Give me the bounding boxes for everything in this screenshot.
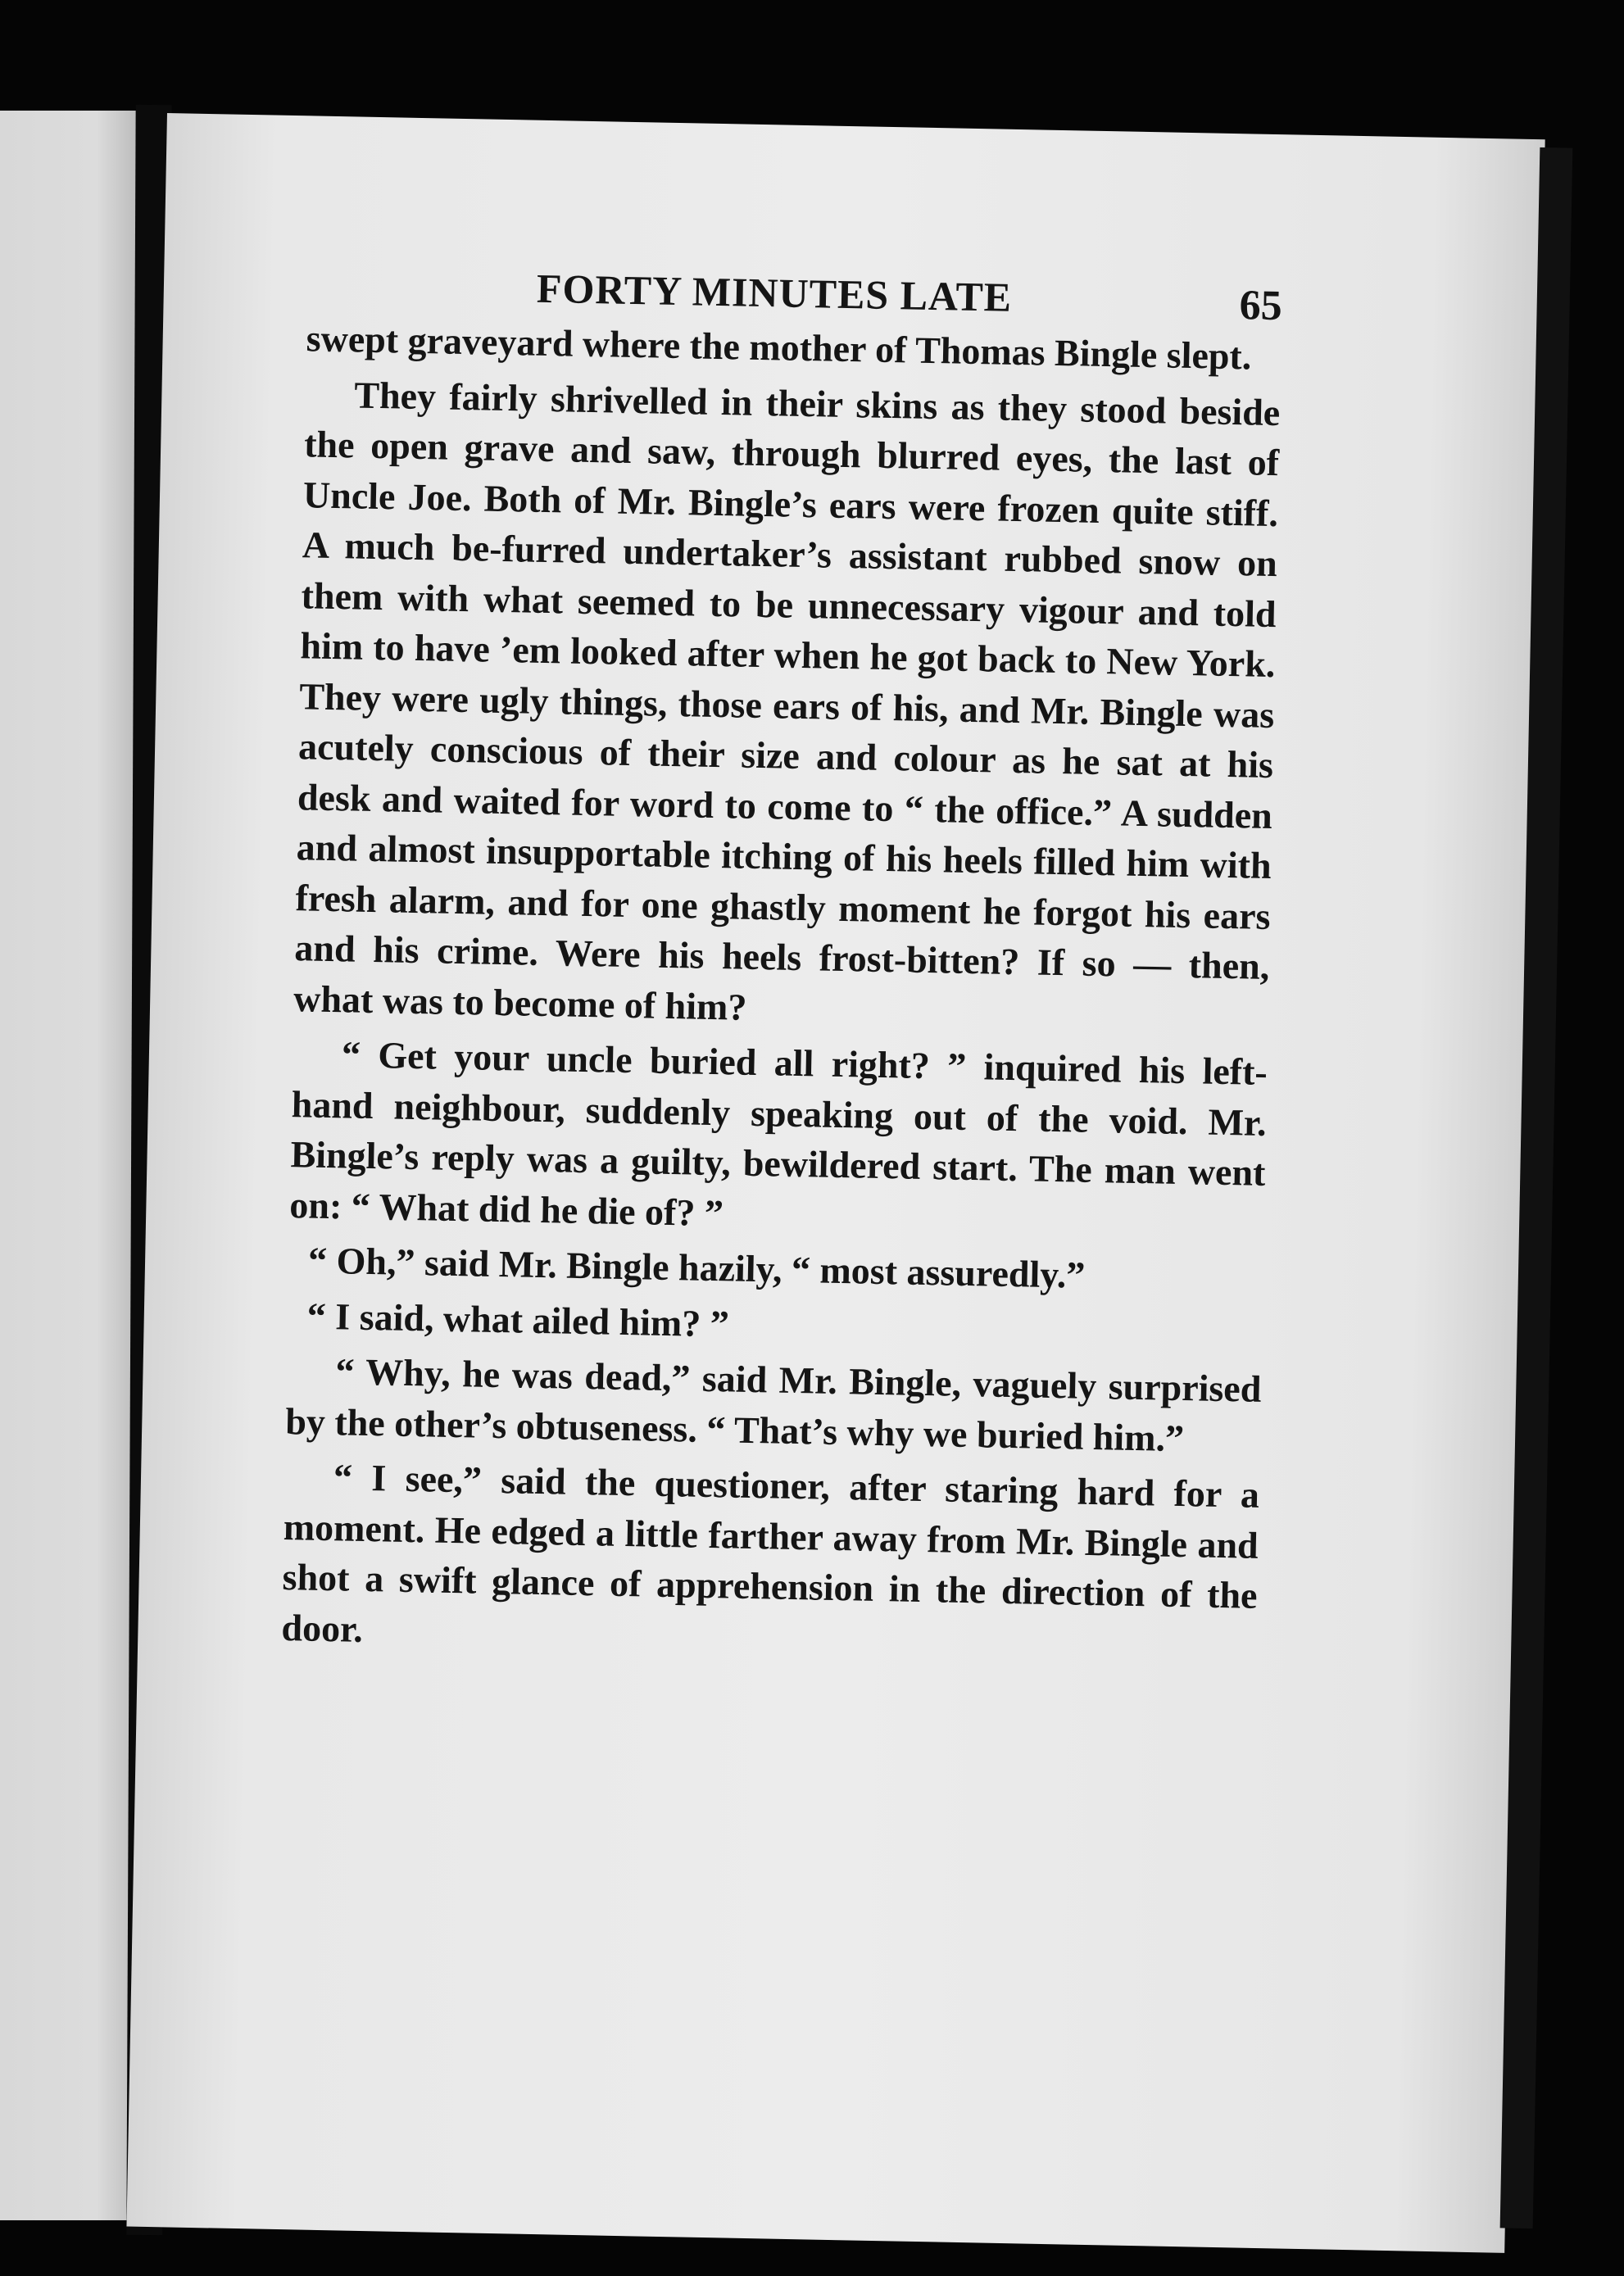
book-page <box>126 113 1545 2253</box>
paragraph: “ I said, what ailed him? ” <box>306 1294 730 1344</box>
paragraph: “ Get your uncle buried all right? ” inquired his left-hand neighbour, suddenly speaking out of the void. Mr. Bingle’s reply was a guilty, bewildered start. The man went on: “ What did he die of? ” <box>288 1033 1268 1234</box>
running-title: FORTY MINUTES LATE <box>536 265 1013 320</box>
page-text-block <box>281 259 1283 1676</box>
paragraph: swept graveyard where the mother of Thomas Bingle slept. <box>306 317 1252 378</box>
facing-page-edge <box>0 111 138 2220</box>
paragraph: “ I see,” said the questioner, after staring hard for a moment. He edged a little farther away from Mr. Bingle and shot a swift glance of apprehension in the direction of the door. <box>281 1456 1260 1650</box>
paragraph: “ Why, he was dead,” said Mr. Bingle, vaguely surprised by the other’s obtuseness. “ That’s why we buried him.” <box>284 1350 1262 1459</box>
page-number: 65 <box>1239 282 1283 330</box>
paragraph: “ Oh,” said Mr. Bingle hazily, “ most assuredly.” <box>307 1239 1086 1296</box>
paragraph: They fairly shrivelled in their skins as they stood beside the open grave and saw, through blurred eyes, the last of Uncle Joe. Both of Mr. Bingle’s ears were frozen quite stiff. A much be-furred undertaker’s assistant rubbed snow on them with what seemed to be unnecessary vigour and told him to have ’em looked after when he got back to New York. They were ugly things, those ears of his, and Mr. Bingle was acutely conscious of their size and colour as he sat at his desk and waited for word to come to “ the office.” A sudden and almost insupportable itching of his heels filled him with fresh alarm, and for one ghastly moment he forgot his ears and his crime. Were his heels frost-bitten? If so — then, what was to become of him? <box>293 373 1281 1028</box>
